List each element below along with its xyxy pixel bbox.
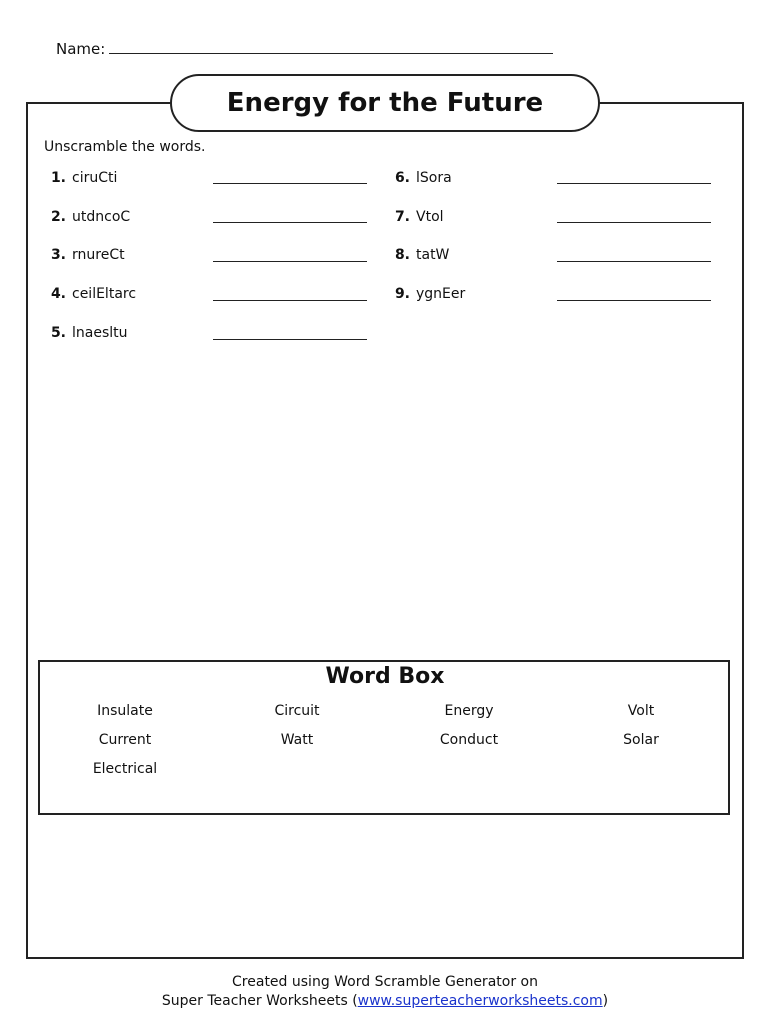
- word-box-word: Solar: [623, 732, 659, 748]
- item-number: 2.: [50, 209, 66, 225]
- scramble-item-9: [388, 284, 465, 304]
- scramble-item-8: [388, 245, 449, 265]
- scramble-item-4: [44, 284, 136, 304]
- item-number: 9.: [394, 286, 410, 302]
- word-box-word: Circuit: [274, 703, 320, 719]
- footer: [0, 973, 770, 1011]
- scrambled-word: ceilEltarc: [72, 286, 137, 302]
- name-field-row: [56, 40, 553, 58]
- item-number: 6.: [394, 170, 410, 186]
- answer-line-7[interactable]: [557, 222, 711, 223]
- footer-line-1: Created using Word Scramble Generator on: [232, 974, 538, 990]
- scramble-item-7: [388, 207, 444, 227]
- word-box-word: Current: [98, 732, 152, 748]
- scrambled-word: lnaesltu: [72, 325, 128, 341]
- answer-line-4[interactable]: [213, 300, 367, 301]
- scrambled-word: ciruCti: [72, 170, 118, 186]
- word-box-word: Energy: [444, 703, 494, 719]
- scrambled-word: Vtol: [416, 209, 444, 225]
- scrambled-word: utdncoC: [72, 209, 131, 225]
- item-number: 7.: [394, 209, 410, 225]
- name-label: Name:: [56, 40, 106, 58]
- item-number: 3.: [50, 247, 66, 263]
- answer-line-3[interactable]: [213, 261, 367, 262]
- title-banner: [170, 74, 600, 132]
- scramble-item-6: [388, 168, 452, 188]
- answer-line-1[interactable]: [213, 183, 367, 184]
- worksheet-title: Energy for the Future: [226, 88, 544, 118]
- scrambled-word: ygnEer: [416, 286, 466, 302]
- answer-line-2[interactable]: [213, 222, 367, 223]
- word-box-title: Word Box: [325, 664, 445, 689]
- answer-line-9[interactable]: [557, 300, 711, 301]
- answer-line-5[interactable]: [213, 339, 367, 340]
- scrambled-word: rnureCt: [72, 247, 125, 263]
- item-number: 8.: [394, 247, 410, 263]
- scramble-item-2: [44, 207, 130, 227]
- word-box-word: Electrical: [92, 761, 158, 777]
- item-number: 1.: [50, 170, 66, 186]
- worksheet-frame: [26, 102, 744, 959]
- scramble-item-3: [44, 245, 125, 265]
- word-box-word: Watt: [280, 732, 314, 748]
- scramble-item-5: [44, 323, 128, 343]
- footer-prefix: Super Teacher Worksheets (: [161, 993, 358, 1009]
- instructions: Unscramble the words.: [44, 139, 206, 155]
- scrambled-word: lSora: [416, 170, 452, 186]
- scramble-item-1: [44, 168, 117, 188]
- answer-line-6[interactable]: [557, 183, 711, 184]
- footer-line-2: [0, 992, 770, 1011]
- scrambled-word: tatW: [416, 247, 450, 263]
- footer-suffix: ): [602, 993, 609, 1009]
- word-box-word: Insulate: [97, 703, 153, 719]
- word-box-word: Volt: [627, 703, 655, 719]
- word-box-word: Conduct: [439, 732, 499, 748]
- item-number: 4.: [50, 286, 66, 302]
- answer-line-8[interactable]: [557, 261, 711, 262]
- item-number: 5.: [50, 325, 66, 341]
- footer-link[interactable]: www.superteacherworksheets.com: [357, 993, 603, 1009]
- name-blank-line[interactable]: [109, 40, 553, 54]
